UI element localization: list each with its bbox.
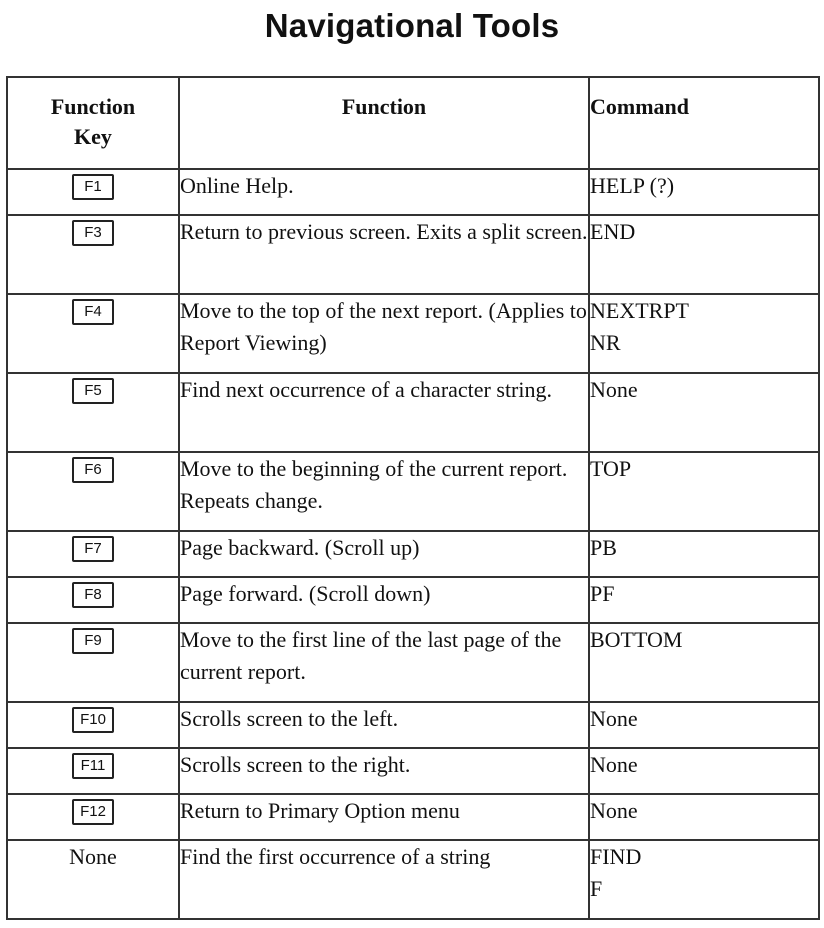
function-key-cell xyxy=(7,840,179,919)
command-value: NEXTRPT xyxy=(590,298,689,323)
function-key-keycap: F6 xyxy=(72,457,114,483)
command-value: None xyxy=(590,377,638,402)
function-key-cell xyxy=(7,702,179,748)
function-description-cell: Move to the beginning of the current report. Repeats change. xyxy=(179,452,589,531)
table-header-row xyxy=(7,77,819,169)
page-title: Navigational Tools xyxy=(264,7,560,44)
function-key-keycap: F7 xyxy=(72,536,114,562)
function-key-cell xyxy=(7,215,179,294)
function-key-keycap: F11 xyxy=(72,753,114,779)
table-row xyxy=(7,702,819,748)
function-key-cell xyxy=(7,794,179,840)
function-key-cell xyxy=(7,623,179,702)
table-row xyxy=(7,794,819,840)
command-cell xyxy=(589,531,819,577)
table-row xyxy=(7,294,819,373)
function-key-keycap: F3 xyxy=(72,220,114,246)
function-key-cell xyxy=(7,452,179,531)
navigation-table xyxy=(6,76,820,920)
function-key-cell xyxy=(7,748,179,794)
table-row xyxy=(7,531,819,577)
table-row xyxy=(7,215,819,294)
function-description-cell: Find next occurrence of a character string. xyxy=(179,373,589,452)
table-body xyxy=(7,169,819,919)
header-command: Command xyxy=(589,77,819,169)
function-key-keycap: F12 xyxy=(72,799,114,825)
command-value: None xyxy=(590,706,638,731)
function-key-keycap: F5 xyxy=(72,378,114,404)
command-cell xyxy=(589,294,819,373)
function-description-cell: Online Help. xyxy=(179,169,589,215)
command-value: BOTTOM xyxy=(590,627,683,652)
table-row xyxy=(7,577,819,623)
function-description-cell: Return to previous screen. Exits a split screen. xyxy=(179,215,589,294)
function-key-keycap: F1 xyxy=(72,174,114,200)
function-description-cell: Find the first occurrence of a string xyxy=(179,840,589,919)
header-function-key-label: Function Key xyxy=(50,94,136,149)
function-description-cell: Page forward. (Scroll down) xyxy=(179,577,589,623)
command-value: END xyxy=(590,219,636,244)
command-cell xyxy=(589,623,819,702)
command-cell xyxy=(589,794,819,840)
function-description-cell: Scrolls screen to the left. xyxy=(179,702,589,748)
table-row xyxy=(7,748,819,794)
function-key-keycap: F9 xyxy=(72,628,114,654)
command-value: NR xyxy=(590,330,621,355)
header-function: Function xyxy=(179,77,589,169)
table-row xyxy=(7,169,819,215)
function-key-keycap: F4 xyxy=(72,299,114,325)
command-cell xyxy=(589,702,819,748)
table-row xyxy=(7,840,819,919)
command-value: PB xyxy=(590,535,617,560)
command-cell xyxy=(589,373,819,452)
command-value: F xyxy=(590,876,603,901)
function-key-cell xyxy=(7,577,179,623)
command-cell xyxy=(589,840,819,919)
table-row xyxy=(7,373,819,452)
command-value: FIND xyxy=(590,844,642,869)
function-key-keycap: F10 xyxy=(72,707,114,733)
function-description-cell: Move to the top of the next report. (Applies to Report Viewing) xyxy=(179,294,589,373)
function-description-cell: Page backward. (Scroll up) xyxy=(179,531,589,577)
function-description-cell: Move to the first line of the last page of the current report. xyxy=(179,623,589,702)
table-row xyxy=(7,623,819,702)
function-description-cell: Scrolls screen to the right. xyxy=(179,748,589,794)
function-key-cell xyxy=(7,531,179,577)
function-description-cell: Return to Primary Option menu xyxy=(179,794,589,840)
command-cell xyxy=(589,452,819,531)
command-cell xyxy=(589,748,819,794)
command-cell xyxy=(589,169,819,215)
header-function-key xyxy=(7,77,179,169)
command-cell xyxy=(589,215,819,294)
command-value: TOP xyxy=(590,456,632,481)
function-key-cell xyxy=(7,373,179,452)
command-value: None xyxy=(590,752,638,777)
command-cell xyxy=(589,577,819,623)
command-value: HELP (?) xyxy=(590,173,675,198)
function-key-cell xyxy=(7,294,179,373)
function-key-keycap: F8 xyxy=(72,582,114,608)
command-value: PF xyxy=(590,581,615,606)
function-key-text: None xyxy=(69,844,117,869)
function-key-cell xyxy=(7,169,179,215)
table-row xyxy=(7,452,819,531)
command-value: None xyxy=(590,798,638,823)
